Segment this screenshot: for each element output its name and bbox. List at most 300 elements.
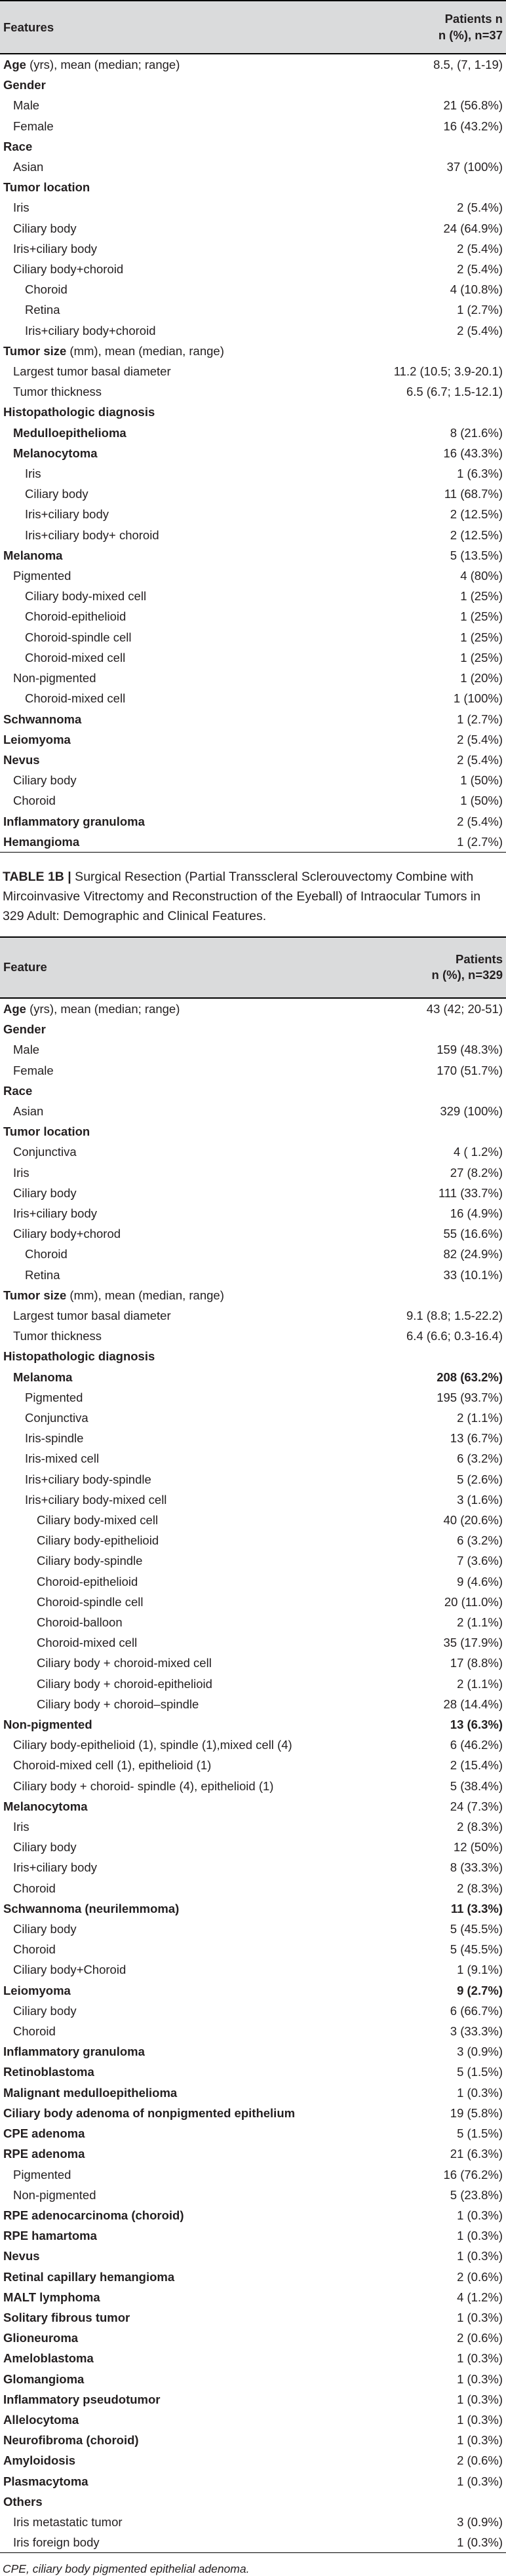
row-label: Iris+ciliary body — [13, 1860, 98, 1875]
table-row — [0, 1980, 506, 2001]
row-label: Retina — [25, 1267, 60, 1282]
row-label: Choroid — [25, 282, 68, 297]
row-value: 1 (25%) — [460, 609, 503, 624]
table-row — [0, 811, 506, 832]
row-label: Iris foreign body — [13, 2535, 100, 2550]
table-row — [0, 566, 506, 586]
row-value: 16 (43.3%) — [443, 446, 503, 460]
row-label: Ciliary body adenoma of nonpigmented epithelium — [3, 2105, 296, 2120]
row-value: 6 (3.2%) — [457, 1533, 503, 1548]
row-value: 6 (46.2%) — [450, 1738, 503, 1752]
row-value: 4 (80%) — [460, 569, 503, 583]
row-label: Ciliary body+Choroid — [13, 1963, 126, 1977]
table-row — [0, 1714, 506, 1735]
row-label: Iris metastatic tumor — [13, 2514, 123, 2529]
header-patients — [370, 937, 506, 998]
table-row — [0, 1469, 506, 1490]
table-row — [0, 525, 506, 545]
row-value: 3 (0.9%) — [457, 2514, 503, 2529]
header-feature: Feature — [0, 937, 370, 998]
row-value: 33 (10.1%) — [443, 1267, 503, 1282]
row-label: Choroid-spindle cell — [37, 1594, 144, 1609]
table-row — [0, 2307, 506, 2328]
row-label: Ciliary body-epithelioid (1), spindle (1),mixed cell (4) — [13, 1738, 292, 1752]
table-row — [0, 1653, 506, 1673]
table-row — [0, 1939, 506, 1959]
row-value: 5 (45.5%) — [450, 1922, 503, 1936]
table-row — [0, 1223, 506, 1244]
row-label: Ciliary body + choroid–spindle — [37, 1697, 199, 1711]
row-value: 1 (0.3%) — [457, 2229, 503, 2243]
row-value: 6.4 (6.6; 0.3-16.4) — [406, 1329, 503, 1343]
row-value: 2 (1.1%) — [457, 1676, 503, 1691]
row-value: 1 (25%) — [460, 630, 503, 644]
row-label: Pigmented — [13, 2167, 71, 2182]
row-value: 17 (8.8%) — [450, 1656, 503, 1670]
row-label: Hemangioma — [3, 834, 80, 849]
table-row — [0, 1387, 506, 1408]
row-label: Medulloepithelioma — [13, 425, 126, 440]
row-label: RPE adenocarcinoma (choroid) — [3, 2208, 184, 2222]
row-value: 1 (0.3%) — [457, 2392, 503, 2406]
table-row — [0, 2410, 506, 2430]
row-value: 19 (5.8%) — [450, 2105, 503, 2120]
row-value — [370, 402, 506, 422]
table-row — [0, 1857, 506, 1877]
row-value: 13 (6.3%) — [450, 1718, 503, 1732]
row-label: Others — [3, 2494, 43, 2509]
table-row — [0, 2123, 506, 2143]
row-label: Choroid — [13, 794, 56, 808]
row-value: 5 (38.4%) — [450, 1778, 503, 1793]
table-1a-body — [0, 54, 506, 852]
row-value: 329 (100%) — [440, 1104, 503, 1118]
table-row — [0, 2164, 506, 2185]
table-1a-header — [0, 1, 506, 54]
row-label: Ciliary body-mixed cell — [25, 589, 147, 604]
row-label: Iris+ciliary body-spindle — [25, 1472, 151, 1486]
row-label: Ciliary body + choroid-epithelioid — [37, 1676, 212, 1691]
table-row — [0, 2103, 506, 2123]
table-row — [0, 1776, 506, 1796]
row-label: Allelocytoma — [3, 2412, 79, 2427]
table-row — [0, 1081, 506, 1101]
row-value: 1 (2.7%) — [457, 834, 503, 849]
row-value: 40 (20.6%) — [443, 1513, 503, 1527]
row-value: 2 (5.4%) — [457, 201, 503, 215]
row-value: 20 (11.0%) — [444, 1594, 503, 1609]
table-row — [0, 2225, 506, 2246]
table-row — [0, 177, 506, 197]
row-label: Iris-spindle — [25, 1431, 84, 1446]
row-value: 4 ( 1.2%) — [453, 1145, 503, 1159]
table-row — [0, 1817, 506, 1837]
row-value: 24 (7.3%) — [450, 1799, 503, 1813]
row-label: Race — [3, 139, 33, 153]
row-value: 1 (0.3%) — [457, 2351, 503, 2366]
row-value — [370, 1019, 506, 1039]
table-row — [0, 1530, 506, 1550]
row-label: Ciliary body + choroid- spindle (4), epithelioid (1) — [13, 1778, 274, 1793]
row-label: Choroid-epithelioid — [25, 609, 126, 624]
row-label: Tumor location — [3, 1125, 90, 1139]
row-value: 4 (1.2%) — [457, 2290, 503, 2304]
row-value: 1 (6.3%) — [457, 467, 503, 481]
row-label: Choroid-mixed cell — [37, 1636, 138, 1650]
table-row — [0, 381, 506, 402]
row-label: Choroid-mixed cell — [25, 691, 126, 706]
table-row — [0, 279, 506, 299]
table-row — [0, 116, 506, 136]
row-label: Histopathologic diagnosis — [3, 1349, 155, 1364]
table-row — [0, 1265, 506, 1285]
row-value: 21 (6.3%) — [450, 2147, 503, 2161]
row-value: 5 (23.8%) — [450, 2187, 503, 2202]
row-label: Melanocytoma — [13, 446, 98, 460]
row-label: Largest tumor basal diameter — [13, 364, 171, 379]
row-value — [370, 341, 506, 361]
table-row — [0, 361, 506, 381]
table-row — [0, 1305, 506, 1326]
table-row — [0, 1898, 506, 1919]
table-row — [0, 75, 506, 95]
table-row — [0, 2041, 506, 2062]
row-label: Female — [13, 119, 54, 133]
row-value: 1 (0.3%) — [457, 2535, 503, 2550]
table-row — [0, 463, 506, 484]
table-row — [0, 54, 506, 75]
row-label: Melanoma — [3, 548, 63, 562]
row-label: Race — [3, 1083, 33, 1098]
table-row — [0, 1694, 506, 1714]
row-label: Choroid — [13, 1881, 56, 1895]
row-value — [370, 1081, 506, 1101]
row-value: 1 (25%) — [460, 650, 503, 664]
table-row — [0, 2450, 506, 2470]
row-value: 3 (0.9%) — [457, 2045, 503, 2059]
row-label: Ciliary body+choroid — [13, 262, 124, 277]
table-row — [0, 1735, 506, 1755]
table-row — [0, 504, 506, 524]
row-value: 12 (50%) — [453, 1840, 503, 1855]
row-value: 27 (8.2%) — [450, 1165, 503, 1180]
row-value: 1 (50%) — [460, 773, 503, 788]
table-row — [0, 1183, 506, 1203]
row-label: Choroid — [25, 1247, 68, 1261]
row-label: Ciliary body+chorod — [13, 1227, 121, 1241]
table-row — [0, 1755, 506, 1775]
row-label: Iris — [13, 1820, 29, 1834]
table-row — [0, 2389, 506, 2410]
row-value: 6 (3.2%) — [457, 1451, 503, 1466]
row-label: Pigmented — [25, 1390, 83, 1404]
row-value: 1 (0.3%) — [457, 2474, 503, 2488]
row-label: Conjunctiva — [25, 1410, 88, 1425]
table-row — [0, 1101, 506, 1121]
table-row — [0, 832, 506, 853]
row-label: Non-pigmented — [13, 671, 96, 685]
row-value: 6.5 (6.7; 1.5-12.1) — [406, 385, 503, 399]
table-row — [0, 2328, 506, 2348]
table-row — [0, 1203, 506, 1223]
table-row — [0, 1510, 506, 1530]
table-row — [0, 1326, 506, 1346]
row-label: Glomangioma — [3, 2372, 85, 2386]
table-row — [0, 2512, 506, 2532]
row-label: Leiomyoma — [3, 732, 71, 746]
table-row — [0, 2205, 506, 2225]
row-label: Ciliary body — [13, 1840, 77, 1855]
row-value: 2 (0.6%) — [457, 2453, 503, 2468]
header-patients-line1: Patients n — [444, 12, 503, 26]
table-row — [0, 1367, 506, 1387]
row-value: 16 (76.2%) — [443, 2167, 503, 2182]
row-value: 11 (68.7%) — [444, 487, 503, 501]
row-value: 6 (66.7%) — [450, 2003, 503, 2018]
row-label: Ciliary body — [13, 1185, 77, 1200]
table-row — [0, 402, 506, 422]
header-patients-line1: Patients — [456, 952, 503, 967]
table-row — [0, 2267, 506, 2287]
header-feature: Features — [0, 1, 370, 54]
row-label: Age (yrs), mean (median; range) — [3, 1001, 180, 1016]
table-1b-header — [0, 937, 506, 998]
row-value: 1 (0.3%) — [457, 2208, 503, 2222]
row-label: Nevus — [3, 752, 40, 767]
row-label: Neurofibroma (choroid) — [3, 2433, 139, 2448]
table-row — [0, 1244, 506, 1264]
table-row — [0, 1019, 506, 1039]
row-label: Schwannoma (neurilemmoma) — [3, 1901, 180, 1915]
table-row — [0, 1612, 506, 1632]
table-row — [0, 1060, 506, 1081]
row-value: 1 (2.7%) — [457, 303, 503, 317]
row-value: 43 (42; 20-51) — [426, 1001, 503, 1016]
row-value: 1 (2.7%) — [457, 712, 503, 726]
row-label: Ciliary body-spindle — [37, 1554, 143, 1568]
table-row — [0, 2143, 506, 2164]
table-row — [0, 136, 506, 157]
table-row — [0, 2083, 506, 2103]
row-label: Choroid-mixed cell — [25, 650, 126, 664]
row-value: 2 (1.1%) — [457, 1410, 503, 1425]
table-row — [0, 790, 506, 811]
row-value: 3 (1.6%) — [457, 1492, 503, 1507]
table-row — [0, 586, 506, 606]
row-label: Iris+ciliary body+ choroid — [25, 528, 159, 542]
row-label: Nevus — [3, 2249, 40, 2263]
table-row — [0, 197, 506, 218]
table-1b — [0, 936, 506, 2553]
row-value: 1 (100%) — [453, 691, 503, 706]
row-value: 8 (21.6%) — [450, 425, 503, 440]
row-value: 170 (51.7%) — [437, 1063, 503, 1077]
row-label: Retina — [25, 303, 60, 317]
row-value: 5 (45.5%) — [450, 1942, 503, 1957]
table-1a — [0, 0, 506, 853]
row-value: 24 (64.9%) — [443, 221, 503, 235]
row-value: 8.5, (7, 1-19) — [433, 58, 503, 71]
table-row — [0, 1408, 506, 1428]
row-value: 8 (33.3%) — [450, 1860, 503, 1875]
row-value — [370, 136, 506, 157]
row-label: Iris+ciliary body+choroid — [25, 323, 156, 337]
row-value: 2 (5.4%) — [457, 262, 503, 277]
table-1b-caption — [0, 853, 506, 936]
table-row — [0, 1919, 506, 1939]
row-label: Glioneuroma — [3, 2331, 79, 2345]
row-value: 4 (10.8%) — [450, 282, 503, 297]
row-value: 1 (0.3%) — [457, 2412, 503, 2427]
table-row — [0, 1121, 506, 1142]
row-label: Choroid-spindle cell — [25, 630, 132, 644]
row-label: Female — [13, 1063, 54, 1077]
row-value — [370, 75, 506, 95]
table-row — [0, 341, 506, 361]
row-label: Iris+ciliary body — [13, 1206, 98, 1220]
row-value: 2 (5.4%) — [457, 732, 503, 746]
table-row — [0, 2471, 506, 2491]
row-value: 55 (16.6%) — [443, 1227, 503, 1241]
row-value: 2 (0.6%) — [457, 2269, 503, 2284]
row-label: Schwannoma — [3, 712, 82, 726]
table-row — [0, 2185, 506, 2205]
row-label: Non-pigmented — [13, 2187, 96, 2202]
row-value: 2 (5.4%) — [457, 814, 503, 828]
table-row — [0, 2491, 506, 2512]
row-value: 2 (12.5%) — [450, 507, 503, 522]
table-row — [0, 95, 506, 115]
table-row — [0, 2062, 506, 2082]
table-row — [0, 2348, 506, 2368]
row-label: Ciliary body-epithelioid — [37, 1533, 159, 1548]
row-label: Choroid-mixed cell (1), epithelioid (1) — [13, 1758, 212, 1773]
row-label: Ciliary body — [13, 221, 77, 235]
row-label: Asian — [13, 160, 44, 174]
row-label: Leiomyoma — [3, 1983, 71, 1997]
table-row — [0, 1959, 506, 1980]
row-value: 1 (9.1%) — [457, 1963, 503, 1977]
row-value: 5 (1.5%) — [457, 2065, 503, 2079]
row-label: Ciliary body — [25, 487, 88, 501]
row-value: 1 (0.3%) — [457, 2372, 503, 2386]
row-value: 1 (0.3%) — [457, 2085, 503, 2100]
caption-text: Surgical Resection (Partial Transscleral Sclerouvectomy Combine with Mircoinvasive Vitrectomy and Reconstruction of the Eyeball) of Intraocular Tumors in 329 Adult: Demographic and Clinical Features. — [3, 869, 481, 923]
row-label: Iris+ciliary body — [13, 241, 98, 256]
row-label: Tumor thickness — [13, 385, 102, 399]
row-value: 16 (4.9%) — [450, 1206, 503, 1220]
row-value: 2 (15.4%) — [450, 1758, 503, 1773]
header-patients-line2: n (%), n=37 — [438, 28, 503, 42]
row-value: 11 (3.3%) — [450, 1901, 503, 1915]
row-value: 159 (48.3%) — [437, 1043, 503, 1057]
row-value: 28 (14.4%) — [443, 1697, 503, 1711]
row-label: Inflammatory granuloma — [3, 2045, 145, 2059]
row-value: 7 (3.6%) — [457, 1554, 503, 1568]
row-value: 11.2 (10.5; 3.9-20.1) — [393, 364, 503, 379]
row-label: Ciliary body + choroid-mixed cell — [37, 1656, 212, 1670]
row-label: Iris+ciliary body — [25, 507, 109, 522]
table-row — [0, 157, 506, 177]
table-row — [0, 688, 506, 708]
row-value: 5 (1.5%) — [457, 2126, 503, 2141]
table-row — [0, 1592, 506, 1612]
table-row — [0, 1632, 506, 1653]
row-label: Largest tumor basal diameter — [13, 1308, 171, 1322]
row-label: Iris — [13, 1165, 29, 1180]
table-row — [0, 259, 506, 279]
row-label: Iris — [25, 467, 41, 481]
row-label: Gender — [3, 78, 46, 92]
row-label: Inflammatory pseudotumor — [3, 2392, 161, 2406]
table-row — [0, 2369, 506, 2389]
row-value: 13 (6.7%) — [450, 1431, 503, 1446]
row-label: Ciliary body — [13, 2003, 77, 2018]
table-row — [0, 484, 506, 504]
row-value: 2 (5.4%) — [457, 323, 503, 337]
row-value: 16 (43.2%) — [443, 119, 503, 133]
table-row — [0, 606, 506, 626]
row-value: 1 (0.3%) — [457, 2310, 503, 2324]
row-value: 1 (0.3%) — [457, 2249, 503, 2263]
row-label: Melanocytoma — [3, 1799, 88, 1813]
row-label: Pigmented — [13, 569, 71, 583]
table-row — [0, 1142, 506, 1162]
row-value: 208 (63.2%) — [437, 1370, 503, 1384]
row-label: RPE adenoma — [3, 2147, 85, 2161]
row-label: Retinoblastoma — [3, 2065, 94, 2079]
table-row — [0, 1490, 506, 1510]
row-label: Non-pigmented — [3, 1718, 92, 1732]
row-label: Male — [13, 1043, 40, 1057]
table-row — [0, 1550, 506, 1571]
row-label: Inflammatory granuloma — [3, 814, 145, 828]
table-row — [0, 709, 506, 729]
row-label: Male — [13, 98, 40, 113]
table-row — [0, 1346, 506, 1366]
row-value: 2 (1.1%) — [457, 1615, 503, 1630]
table-row — [0, 1163, 506, 1183]
row-value: 2 (0.6%) — [457, 2331, 503, 2345]
table-row — [0, 2532, 506, 2553]
row-label: MALT lymphoma — [3, 2290, 100, 2304]
table-row — [0, 2001, 506, 2021]
row-label: Histopathologic diagnosis — [3, 405, 155, 419]
row-label: Tumor size (mm), mean (median, range) — [3, 343, 224, 358]
row-label: Gender — [3, 1022, 46, 1037]
table-row — [0, 423, 506, 443]
row-value: 2 (5.4%) — [457, 241, 503, 256]
table-row — [0, 647, 506, 668]
row-label: Age (yrs), mean (median; range) — [3, 58, 180, 71]
row-value: 3 (33.3%) — [450, 2024, 503, 2039]
row-value: 1 (20%) — [460, 671, 503, 685]
row-value: 21 (56.8%) — [443, 98, 503, 113]
table-row — [0, 1674, 506, 1694]
table-row — [0, 218, 506, 239]
table-row — [0, 2021, 506, 2041]
table-row — [0, 1796, 506, 1817]
table-row — [0, 1448, 506, 1469]
row-label: Choroid-balloon — [37, 1615, 123, 1630]
row-value — [370, 177, 506, 197]
row-label: Iris+ciliary body-mixed cell — [25, 1492, 167, 1507]
row-label: Tumor thickness — [13, 1329, 102, 1343]
row-value: 195 (93.7%) — [437, 1390, 503, 1404]
row-value: 37 (100%) — [446, 160, 503, 174]
table-row — [0, 729, 506, 750]
row-value: 9.1 (8.8; 1.5-22.2) — [406, 1308, 503, 1322]
